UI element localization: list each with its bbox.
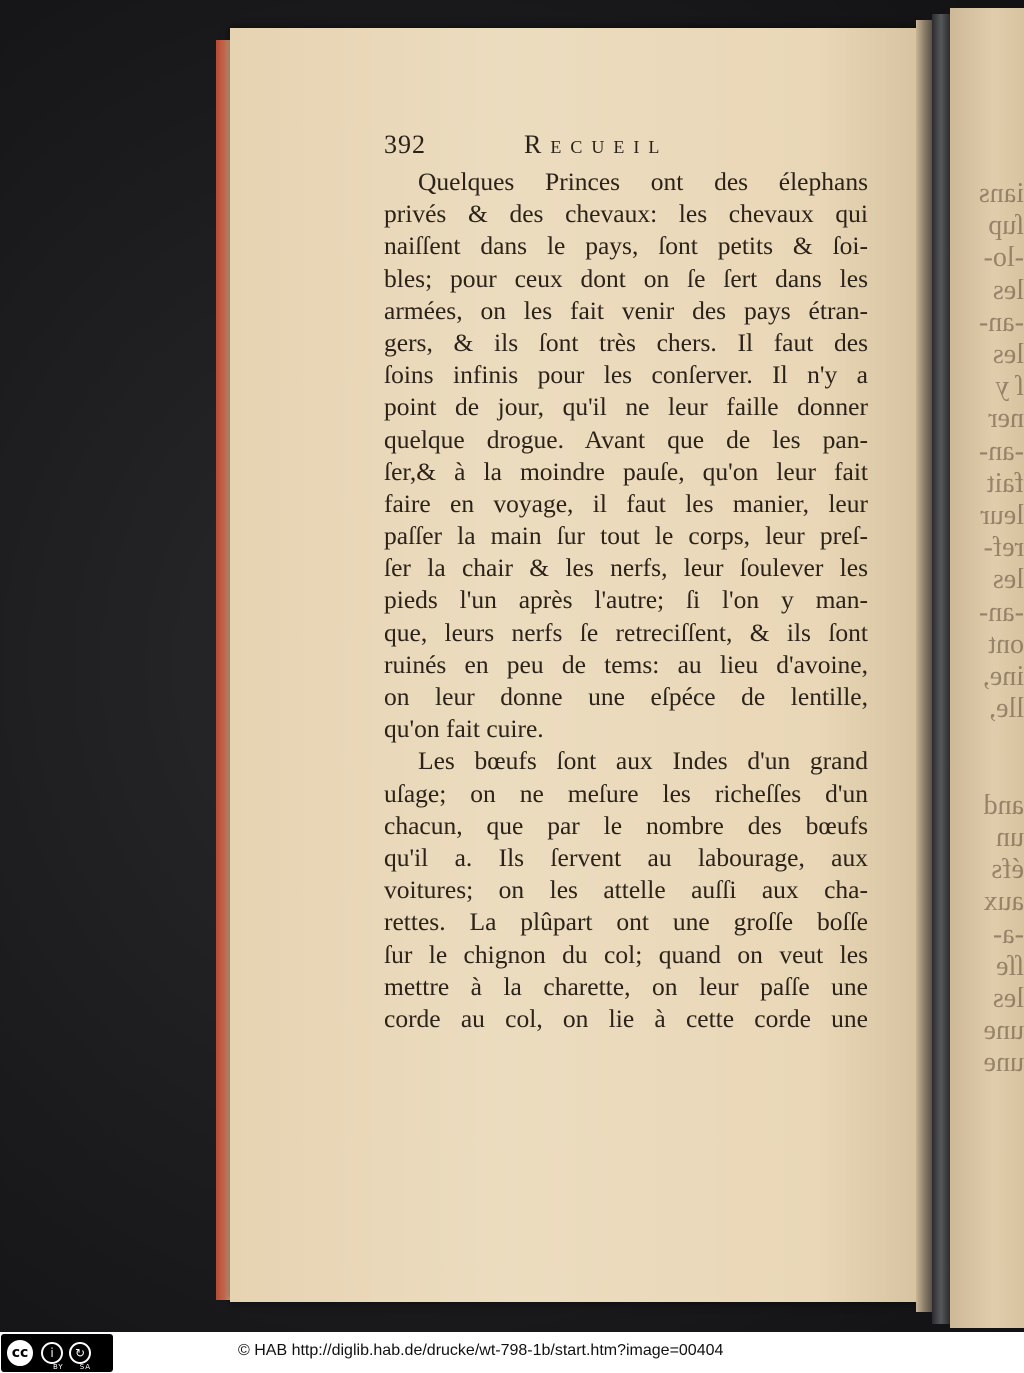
book-gutter bbox=[916, 20, 932, 1312]
page-header bbox=[384, 130, 884, 166]
red-page-edge bbox=[216, 40, 230, 1300]
text-line: naiſſent dans le pays, ſont petits & ſoi- bbox=[384, 231, 868, 261]
attribution-icon: i bbox=[41, 1342, 63, 1364]
license-tag-sa: SA bbox=[79, 1363, 92, 1371]
text-line: mettre à la charette, on leur paſſe une bbox=[384, 971, 868, 1001]
text-line: ruinés en peu de tems: au lieu d'avoine, bbox=[384, 649, 868, 679]
text-line: ſur le chignon du col; quand on veut les bbox=[384, 939, 868, 969]
creative-commons-icon: cc bbox=[5, 1338, 35, 1368]
facing-page-bleed-text: ians ſup -lo- les -an- les ſ y ner -an- fait leur ref- les -an- ont ine, lle, and un éfs aux -a- ſſe les une une bbox=[978, 178, 1024, 1079]
text-line: uſage; on ne meſure les richeſſes d'un bbox=[384, 778, 868, 808]
text-line: pieds l'un après l'autre; ſi l'on y man- bbox=[384, 585, 868, 615]
text-line: bles; pour ceux dont on ſe ſert dans les bbox=[384, 263, 868, 293]
page-holder-clamp bbox=[932, 14, 950, 1324]
text-line: Quelques Princes ont des élephans bbox=[418, 167, 868, 196]
text-line: paſſer la main ſur tout le corps, leur preſ- bbox=[384, 521, 868, 551]
text-line: chacun, que par le nombre des bœufs bbox=[384, 810, 868, 840]
text-line: ſer la chair & les nerfs, leur ſoulever les bbox=[384, 553, 868, 583]
text-line: armées, on les fait venir des pays étran- bbox=[384, 295, 868, 325]
copyright-link[interactable]: © HAB http://diglib.hab.de/drucke/wt-798-1b/start.htm?image=00404 bbox=[238, 1342, 724, 1359]
license-tag-by: BY bbox=[53, 1363, 64, 1371]
text-line: gers, & ils ſont très chers. Il faut des bbox=[384, 327, 868, 357]
license-tags bbox=[53, 1363, 107, 1371]
text-line: qu'on fait cuire. bbox=[384, 714, 544, 744]
text-line: faire en voyage, il faut les manier, leur bbox=[384, 488, 868, 518]
text-line: que, leurs nerfs ſe retreciſſent, & ils ſont bbox=[384, 617, 868, 647]
text-line: quelque drogue. Avant que de les pan- bbox=[384, 424, 868, 454]
share-alike-icon: ↻ bbox=[69, 1342, 91, 1364]
text-line: rettes. La plûpart ont une groſſe boſſe bbox=[384, 907, 868, 937]
text-line: ſoins infinis pour les conſerver. Il n'y a bbox=[384, 360, 868, 390]
text-line: voitures; on les attelle auſſi aux cha- bbox=[384, 875, 868, 905]
text-line: ſer,& à la moindre pauſe, qu'on leur fait bbox=[384, 456, 868, 486]
text-line: qu'il a. Ils ſervent au labourage, aux bbox=[384, 842, 868, 872]
text-line: privés & des chevaux: les chevaux qui bbox=[384, 199, 868, 229]
text-line: Les bœufs ſont aux Indes d'un grand bbox=[418, 746, 868, 776]
body-text bbox=[384, 166, 868, 1035]
footer-bar bbox=[0, 1332, 1024, 1373]
text-line: point de jour, qu'il ne leur faille donner bbox=[384, 392, 868, 422]
page-number: 392 bbox=[384, 130, 426, 159]
cc-license-badge[interactable] bbox=[1, 1334, 113, 1372]
text-line: on leur donne une eſpéce de lentille, bbox=[384, 682, 868, 711]
running-head: Recueil bbox=[524, 130, 669, 159]
text-line: corde au col, on lie à cette corde une bbox=[384, 1003, 868, 1033]
facing-page bbox=[950, 8, 1024, 1328]
